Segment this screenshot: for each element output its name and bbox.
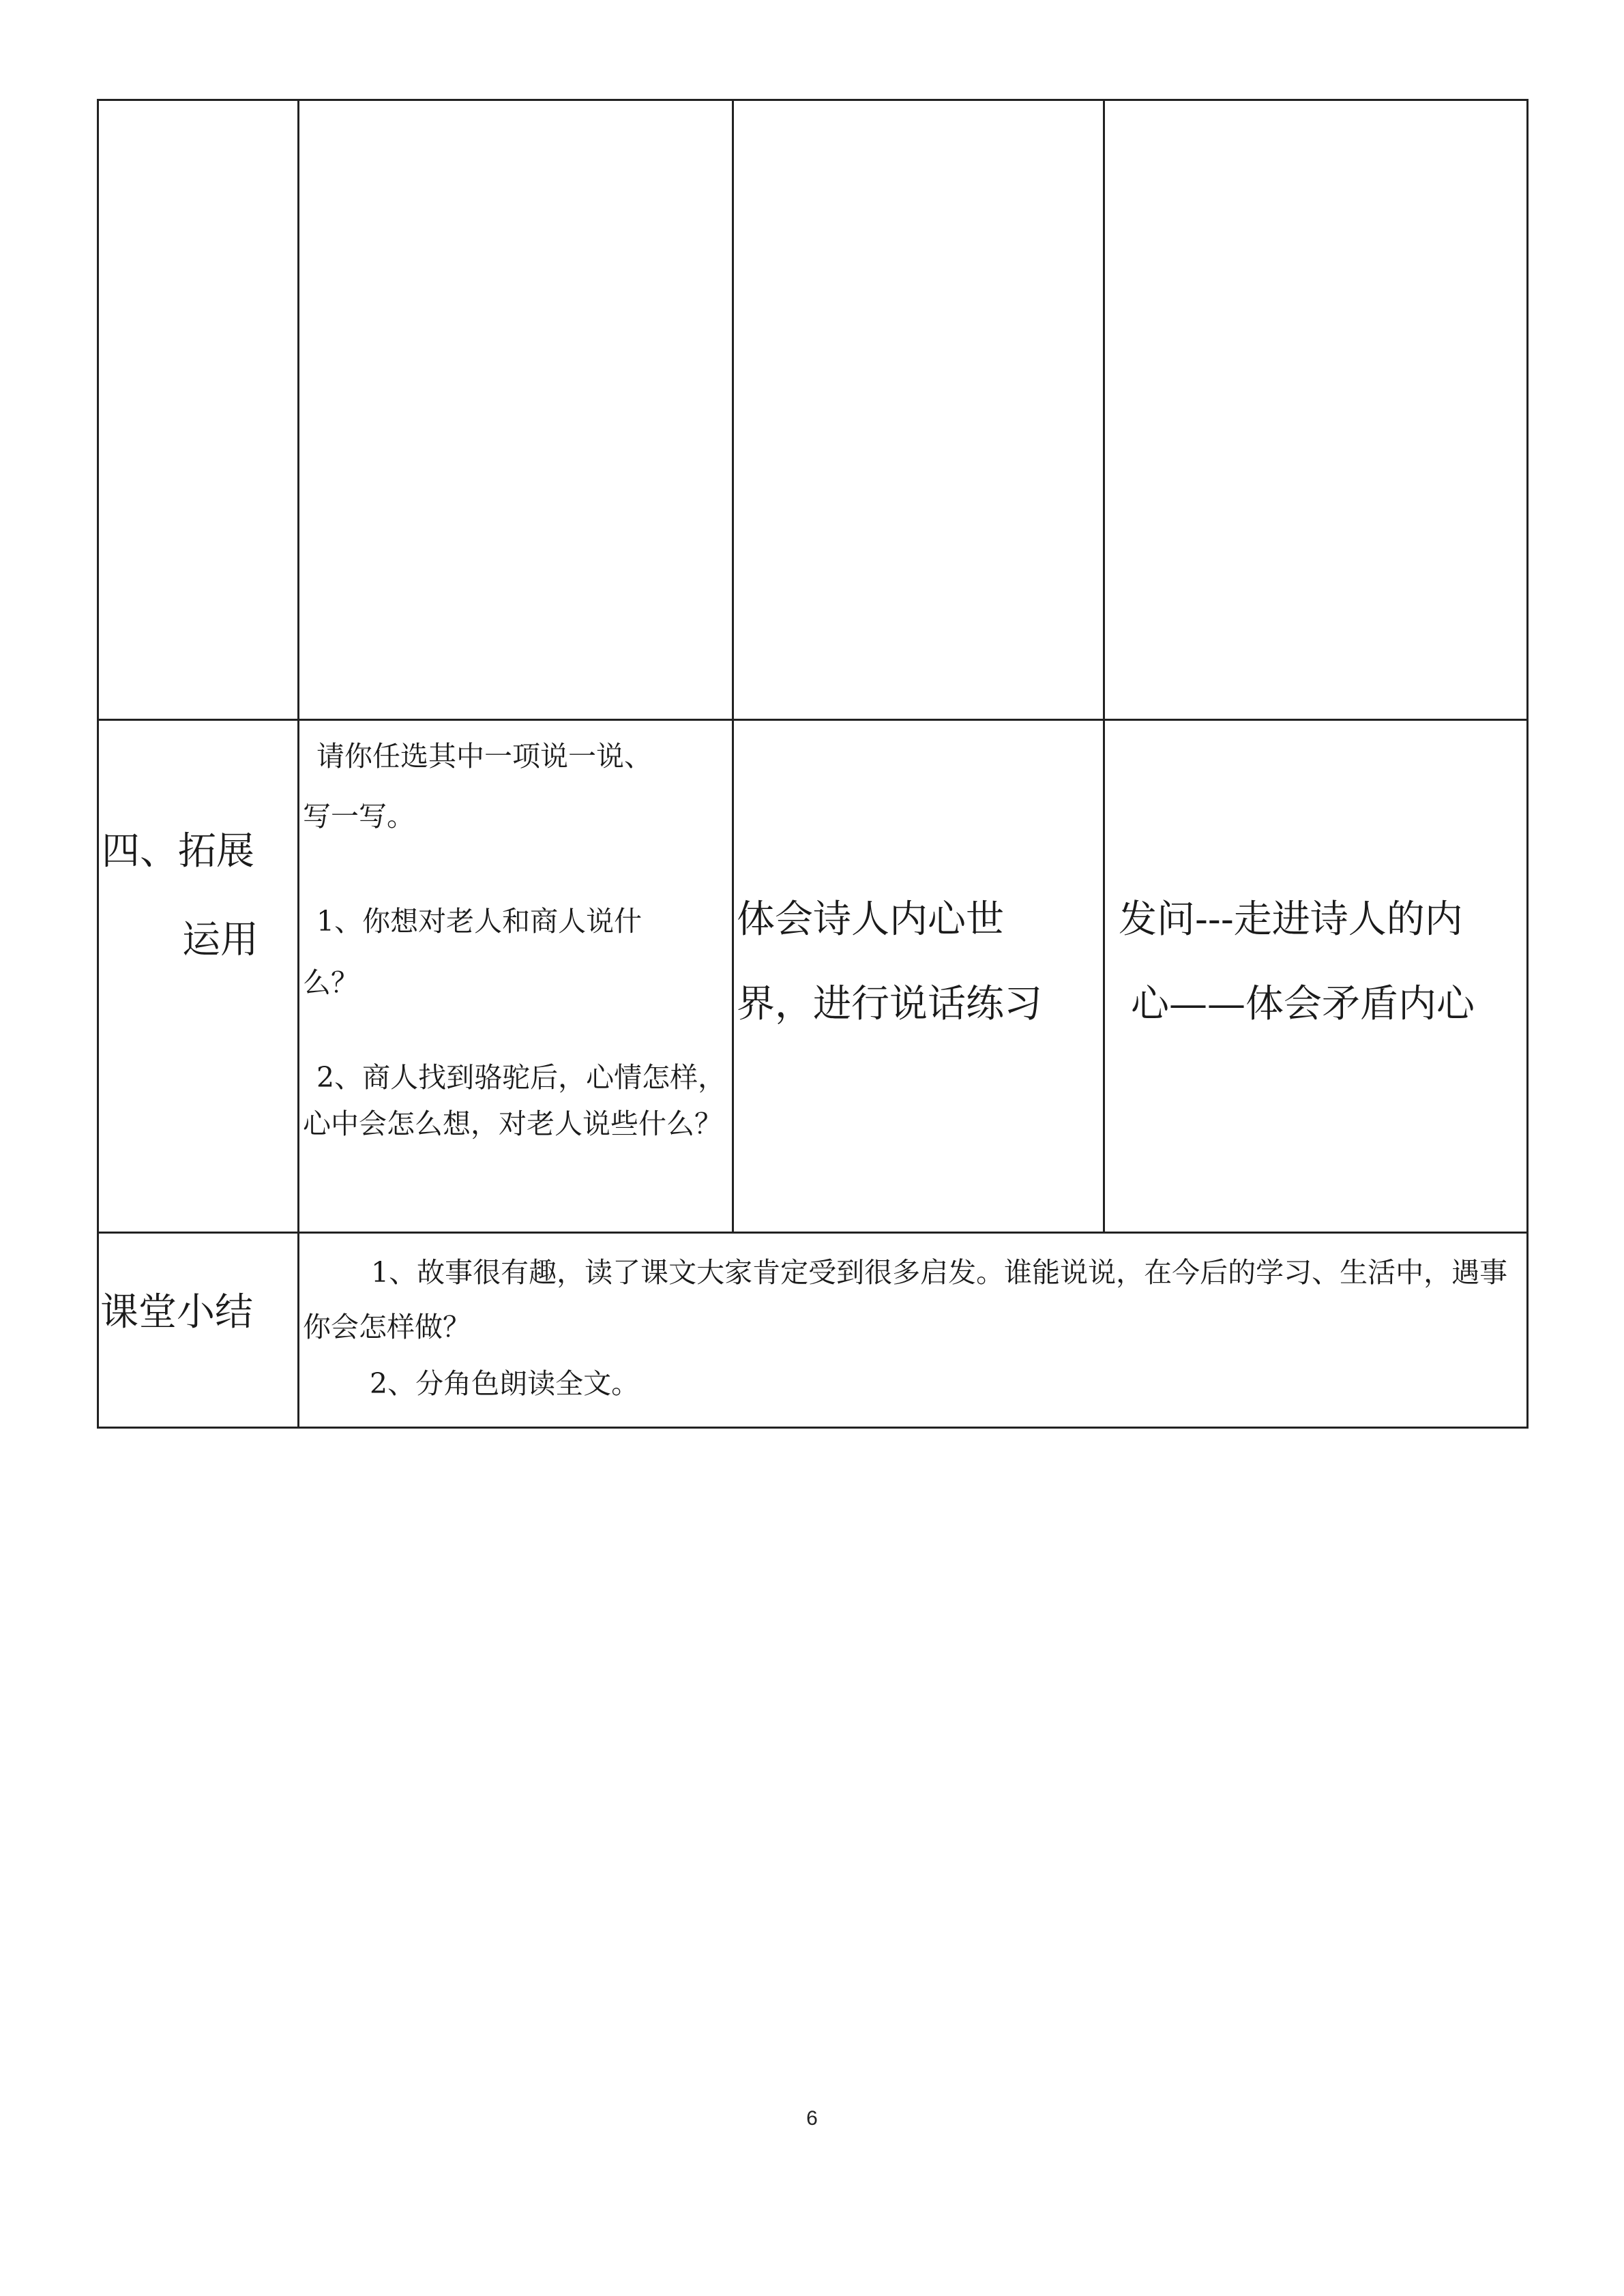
content-intro-line2: 写一写。 xyxy=(303,800,415,833)
content-question-1-line1: 1、你想对老人和商人说什 xyxy=(316,905,643,938)
stage-label-line2: 运用 xyxy=(182,918,259,962)
intent-line1: 体会诗人内心世 xyxy=(737,897,1004,942)
summary-stage-label: 课堂小结 xyxy=(100,1290,253,1335)
stage-label-line1: 四、拓展 xyxy=(102,829,254,874)
method-line2: 心——体会矛盾内心 xyxy=(1131,982,1475,1026)
table-row-expand xyxy=(97,719,1529,1232)
summary-item-1: 1、故事很有趣，读了课文大家肯定受到很多启发。谁能说说，在今后的学习、生活中，遇事你会怎样做？ xyxy=(303,1256,1508,1343)
intent-line2: 界，进行说话练习 xyxy=(737,982,1042,1026)
content-intro-line1: 请你任选其中一项说一说、 xyxy=(316,740,652,773)
table-row-continued xyxy=(97,99,1529,719)
table-row-summary xyxy=(97,1232,1529,1427)
content-question-1-line2: 么？ xyxy=(303,966,359,999)
content-question-2: 2、商人找到骆驼后，心情怎样，心中会怎么想，对老人说些什么？ xyxy=(303,1061,726,1140)
summary-item-2: 2、分角色朗读全文。 xyxy=(370,1367,640,1400)
table-border-bottom xyxy=(97,1427,1529,1429)
method-line1: 发问---走进诗人的内 xyxy=(1119,897,1463,942)
page-number: 6 xyxy=(806,2107,818,2130)
